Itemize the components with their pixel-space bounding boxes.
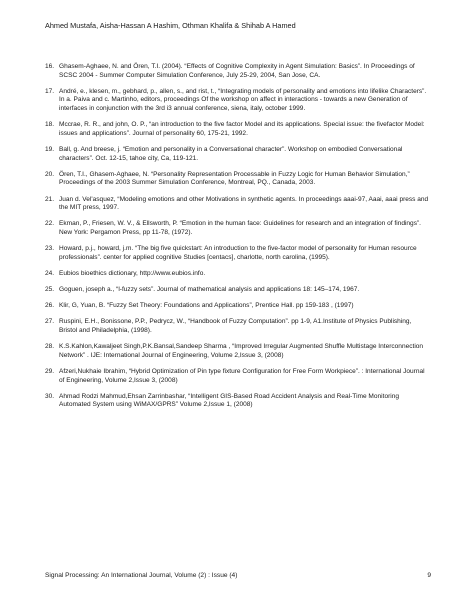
reference-number: 20. bbox=[45, 170, 55, 178]
reference-item bbox=[45, 393, 431, 410]
footer-journal: Signal Processing: An International Journal, Volume (2) : Issue (4) bbox=[45, 572, 238, 579]
reference-number: 29. bbox=[45, 367, 55, 375]
reference-number: 16. bbox=[45, 63, 55, 70]
reference-item bbox=[45, 88, 431, 114]
reference-text: Ahmad Rodzi Mahmud,Ehsan Zarrinbashar, “Intelligent GIS-Based Road Accident Analysis and Real-Time Monitoring Automated System using WiMAX/GPRS” Volume 2,Issue 1, (2008) bbox=[59, 392, 399, 409]
reference-item bbox=[45, 270, 431, 279]
reference-number: 28. bbox=[45, 343, 55, 351]
reference-text: Goguen, joseph a., “l-fuzzy sets”. Journal of mathematical analysis and applications 18: 145–174, 1967. bbox=[59, 286, 360, 294]
reference-item bbox=[45, 318, 431, 335]
reference-item bbox=[45, 63, 431, 80]
reference-text: Eubios bioethics dictionary, http://www.eubios.info. bbox=[59, 269, 206, 277]
reference-text: Ruspini, E.H., Bonissone, P.P., Pedrycz, W., “Handbook of Fuzzy Computation”. pp 1-9, A1.Institute of Physics Publishing, Bristol and Philadelphia, (1998). bbox=[59, 318, 412, 334]
reference-number: 21. bbox=[45, 195, 55, 203]
page-number: 9 bbox=[427, 572, 431, 579]
reference-number: 26. bbox=[45, 302, 55, 310]
reference-number: 23. bbox=[45, 245, 55, 253]
running-footer bbox=[45, 572, 431, 580]
reference-item bbox=[45, 220, 431, 237]
reference-number: 17. bbox=[45, 87, 55, 95]
reference-item bbox=[45, 245, 431, 262]
reference-number: 25. bbox=[45, 286, 55, 294]
reference-list bbox=[45, 63, 431, 418]
reference-text: Howard, p.j., howard, j.m. “The big five quickstart: An introduction to the five-factor model of personality for Human resource professionals”. center for applied cognitive Studies [centacs], charlotte, north carolina, (1995). bbox=[59, 245, 417, 261]
reference-number: 22. bbox=[45, 220, 55, 228]
reference-number: 30. bbox=[45, 392, 55, 400]
reference-item bbox=[45, 286, 431, 295]
reference-item bbox=[45, 368, 431, 385]
reference-number: 18. bbox=[45, 121, 55, 129]
reference-item bbox=[45, 196, 431, 213]
reference-text: Afzeri,Nukhaie Ibrahim, “Hybrid Optimization of Pin type fixture Configuration for Free Form Workpiece”. : International Journal of Engineering, Volume 2,Issue 3, (2008) bbox=[59, 367, 425, 384]
reference-text: André, e., klesen, m., gebhard, p., allen, s., and rist, t., “Integrating models of personality and emotions into lifelike Characters”. In a. Paiva and c. Martinho, editors, proceedings Of the workshop on affect in interactions - towards a new Generation of interfaces in conjunction with the 3rd i3 annual conference, siena, italy, october 1999. bbox=[59, 87, 427, 112]
reference-text: Ball, g. And breese, j. “Emotion and personality in a Conversational character”. Workshop on embodied Conversational characters”. Oct. 12-15, tahoe city, Ca, 119-121. bbox=[59, 145, 403, 162]
reference-text: Ören, T.I., Ghasem-Aghaee, N. “Personality Representation Processable in Fuzzy Logic for Human Behavior Simulation,” Proceedings of the 2003 Summer Simulation Conference, Montreal, PQ., Canada, 2003. bbox=[59, 170, 410, 187]
reference-text: Ekman, P., Friesen, W. V., & Ellsworth, P. “Emotion in the human face: Guidelines for research and an integration of findings”. New York: Pergamon Press, pp 11-78, (1972). bbox=[59, 220, 421, 236]
reference-item bbox=[45, 302, 431, 311]
reference-number: 27. bbox=[45, 318, 55, 326]
running-header: Ahmed Mustafa, Aisha-Hassan A Hashim, Othman Khalifa & Shihab A Hamed bbox=[45, 21, 296, 30]
reference-number: 19. bbox=[45, 145, 55, 153]
reference-number: 24. bbox=[45, 269, 55, 277]
reference-item bbox=[45, 121, 431, 138]
reference-text: Klir, G, Yuan, B. “Fuzzy Set Theory: Foundations and Applications”, Prentice Hall. pp 159-183 , (1997) bbox=[59, 302, 354, 310]
reference-item bbox=[45, 146, 431, 163]
reference-text: K.S.Kahlon,Kawaljeet Singh,P.K.Bansal,Sandeep Sharma , “Improved Irregular Augmented Shuffle Multistage Interconnection Network” . IJE: International Journal of Engineering, Volume 2,Issue 3, (2008) bbox=[59, 343, 424, 359]
reference-item bbox=[45, 171, 431, 188]
reference-text: Juan d. Vel'asquez, “Modeling emotions and other Motivations in synthetic agents. In proceedings aaai-97, Aaai, aaai press and the MIT press, 1997. bbox=[59, 195, 429, 212]
reference-text: Mccrae, R. R., and john, O. P., “an introduction to the five factor Model and its applications. Special issue: the fivefactor Model: issues and applications”. Journal of personality 60, 175-21, 1992. bbox=[59, 121, 425, 137]
reference-text: Ghasem-Aghaee, N. and Ören, T.I. (2004). “Effects of Cognitive Complexity in Agent Simulation: Basics”. In Proceedings of SCSC 2004 - Summer Computer Simulation Conference, July 25-29, 2004, San Jose, CA. bbox=[59, 63, 415, 79]
reference-item bbox=[45, 343, 431, 360]
